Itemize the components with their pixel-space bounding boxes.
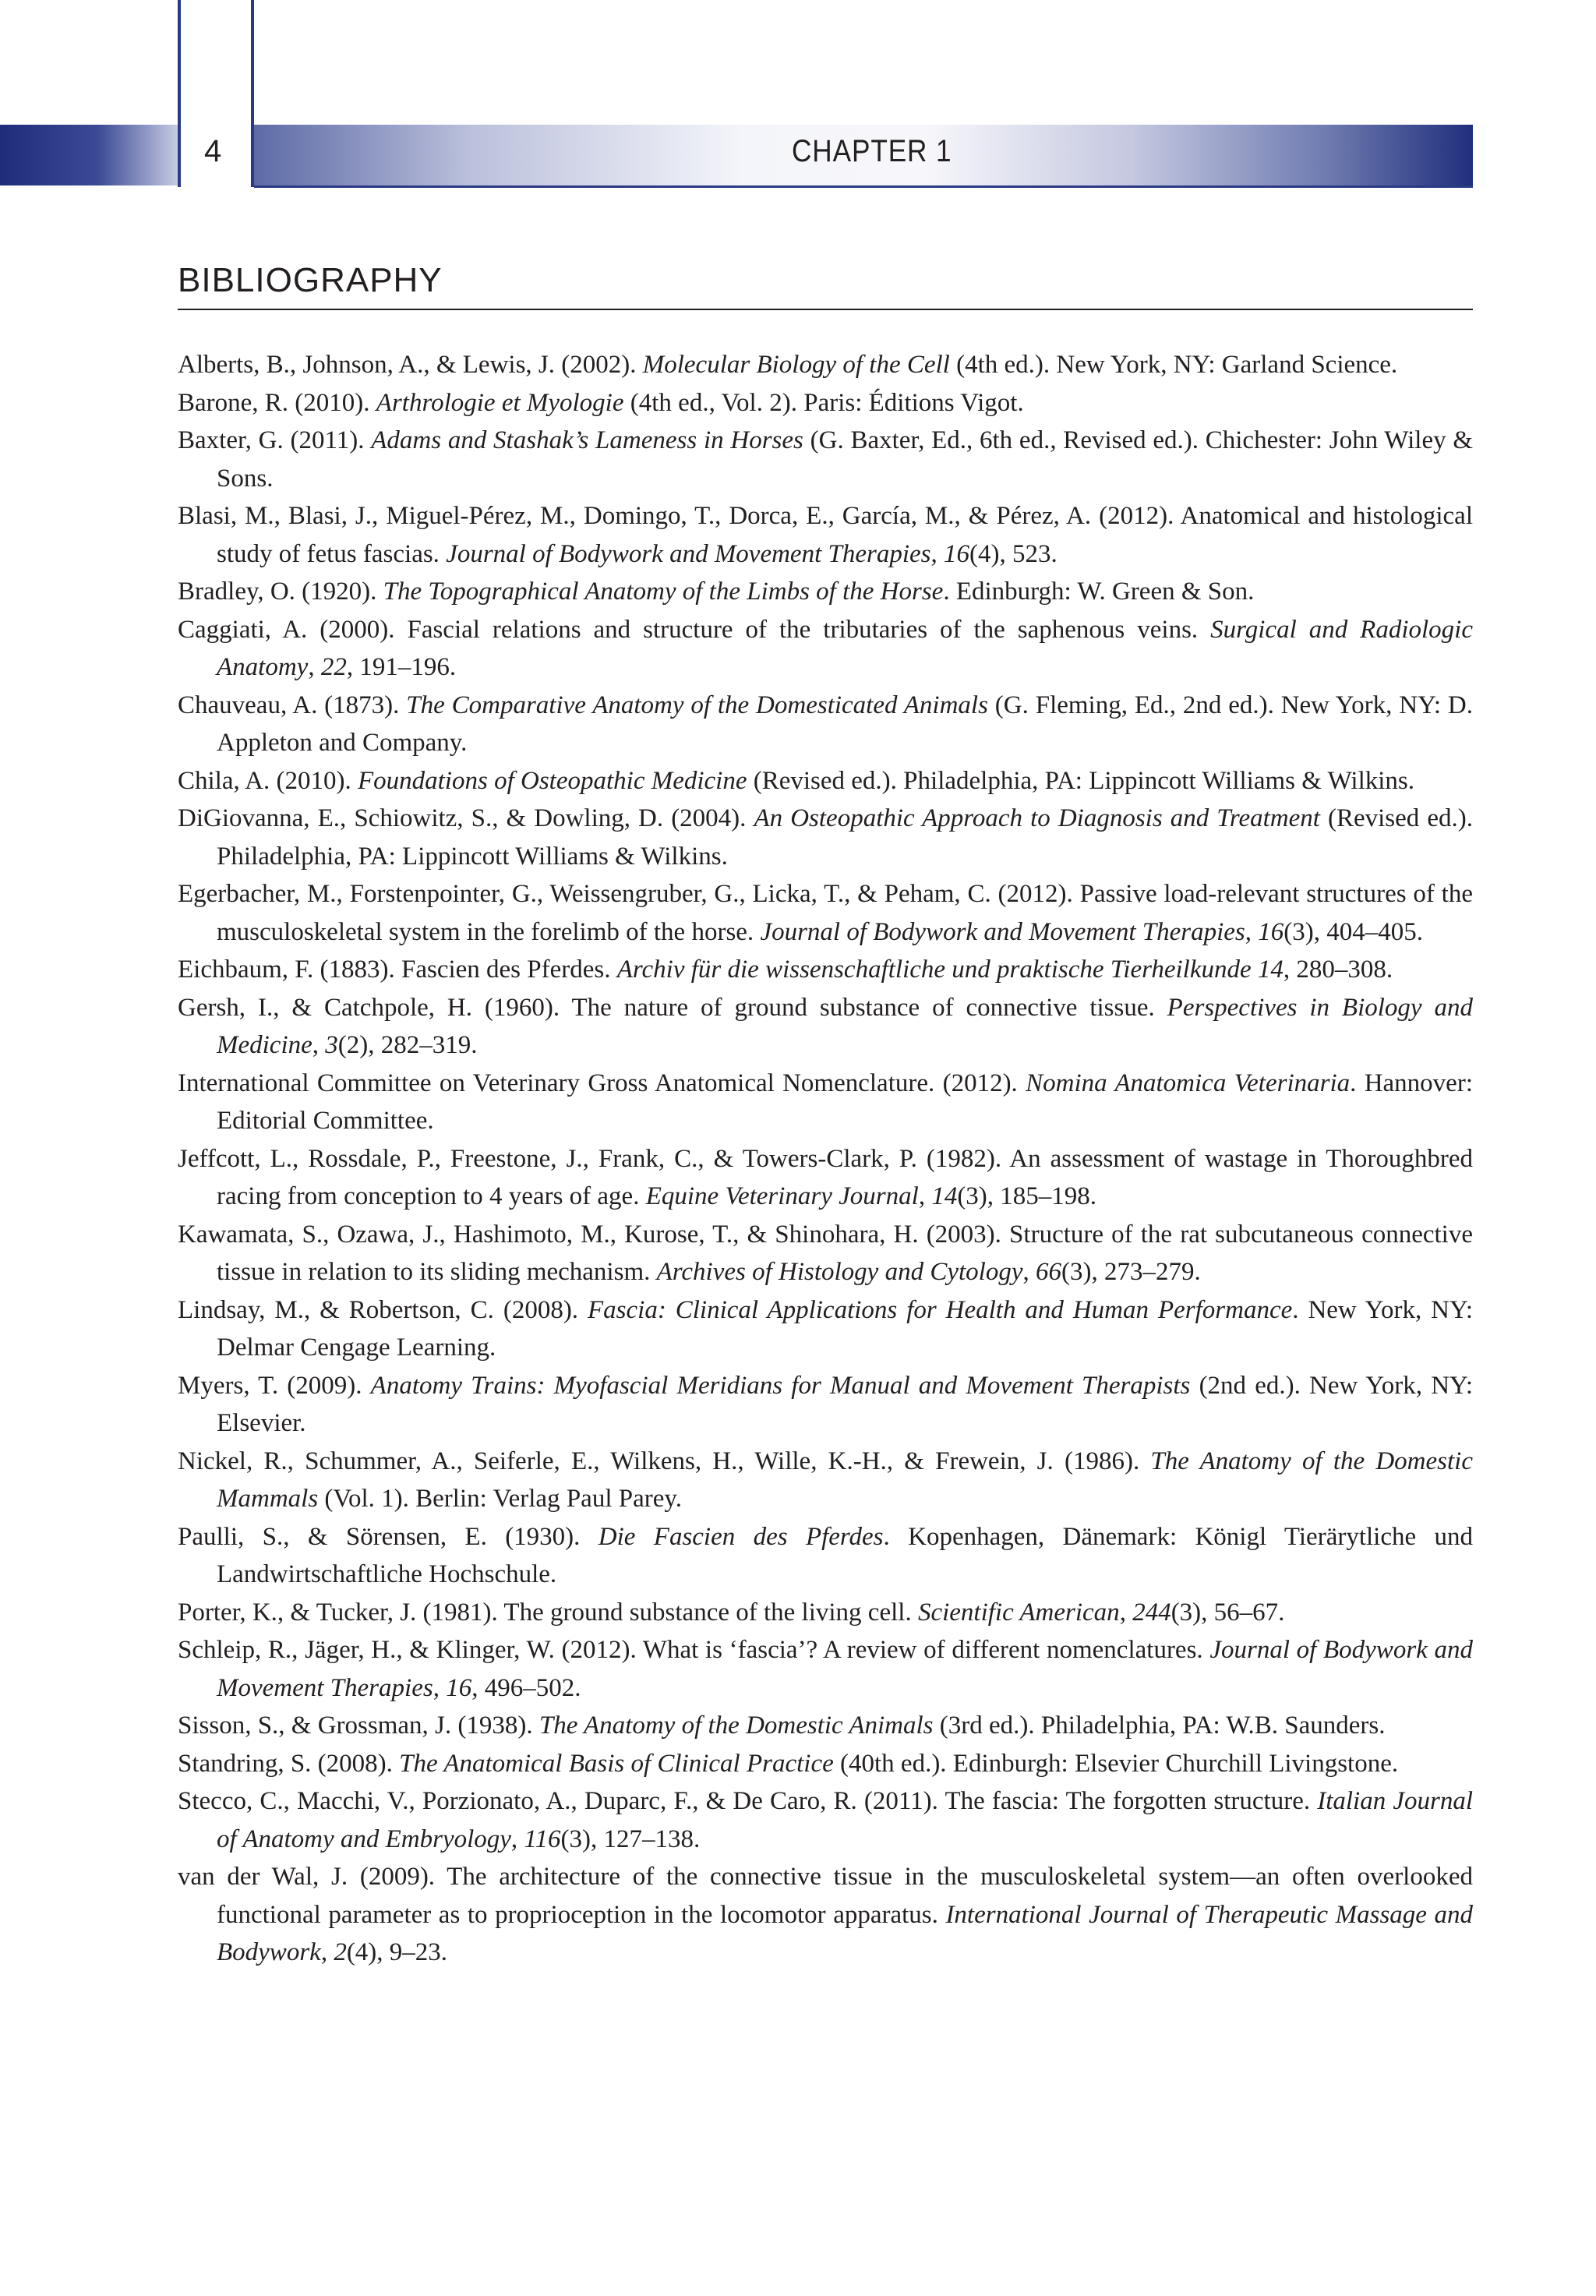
reference-text-segment: Sisson, S., & Grossman, J. (1938). bbox=[178, 1711, 539, 1740]
header-band-left bbox=[0, 125, 178, 185]
reference-italic-segment: 14 bbox=[931, 1182, 958, 1210]
reference-text-segment: DiGiovanna, E., Schiowitz, S., & Dowling, D. (2004). bbox=[178, 804, 754, 832]
reference-entry bbox=[178, 1518, 1473, 1594]
reference-text-segment: Lindsay, M., & Robertson, C. (2008). bbox=[178, 1295, 588, 1324]
reference-text-segment: (2), 282–319. bbox=[337, 1031, 478, 1059]
reference-text-segment: , bbox=[312, 1031, 326, 1059]
reference-text-segment: (4), 9–23. bbox=[346, 1938, 448, 1966]
reference-italic-segment: Fascia: Clinical Applications for Health and Human Performance bbox=[588, 1295, 1293, 1324]
reference-text-segment: Egerbacher, M., Forstenpointer, G., Weissengruber, G., Licka, T., & Peham, C. (2012). Passive load-relevant structures of the musculoskeletal system in the forelimb of the horse. bbox=[178, 880, 1473, 946]
reference-italic-segment: Die Fascien des Pferdes bbox=[598, 1522, 884, 1551]
reference-text-segment: (3), 273–279. bbox=[1061, 1258, 1201, 1286]
reference-italic-segment: Archives of Histology and Cytology bbox=[656, 1258, 1023, 1286]
reference-text-segment: (G. Baxter, Ed., 6th ed., Revised ed.). Chichester: John Wiley & Sons. bbox=[217, 426, 1474, 493]
reference-text-segment: (G. Fleming, Ed., 2nd ed.). New York, NY: D. Appleton and Company. bbox=[217, 691, 1473, 757]
reference-text-segment: (4th ed.). New York, NY: Garland Science. bbox=[949, 351, 1398, 379]
reference-text-segment: , bbox=[1119, 1598, 1133, 1627]
reference-text-segment: , bbox=[1245, 917, 1259, 946]
reference-italic-segment: 22 bbox=[320, 653, 347, 681]
reference-italic-segment: Adams and Stashak’s Lameness in Horses bbox=[371, 426, 803, 454]
reference-entry bbox=[178, 1065, 1473, 1140]
reference-italic-segment: The Comparative Anatomy of the Domesticated Animals bbox=[406, 691, 988, 719]
reference-text-segment: Alberts, B., Johnson, A., & Lewis, J. (2002). bbox=[178, 351, 643, 379]
reference-text-segment: (Vol. 1). Berlin: Verlag Paul Parey. bbox=[318, 1485, 682, 1513]
reference-entry bbox=[178, 611, 1473, 687]
reference-text-segment: (3), 56–67. bbox=[1171, 1598, 1285, 1627]
reference-entry bbox=[178, 1707, 1473, 1745]
reference-italic-segment: Perspectives in Biology and Medicine bbox=[217, 993, 1473, 1059]
reference-entry bbox=[178, 1367, 1473, 1443]
reference-entry bbox=[178, 1140, 1473, 1216]
reference-text-segment: . Kopenhagen, Dänemark: Königl Tierärytliche und Landwirtschaftliche Hochschule. bbox=[217, 1522, 1473, 1588]
reference-text-segment: Myers, T. (2009). bbox=[178, 1371, 371, 1400]
reference-italic-segment: 3 bbox=[325, 1031, 338, 1059]
reference-text-segment: Porter, K., & Tucker, J. (1981). The ground substance of the living cell. bbox=[178, 1598, 918, 1627]
reference-italic-segment: Molecular Biology of the Cell bbox=[642, 351, 950, 379]
reference-text-segment: (40th ed.). Edinburgh: Elsevier Churchill Livingstone. bbox=[833, 1749, 1399, 1778]
reference-entry bbox=[178, 1443, 1473, 1518]
reference-entry bbox=[178, 384, 1473, 422]
reference-text-segment: , bbox=[433, 1673, 447, 1702]
reference-text-segment: Kawamata, S., Ozawa, J., Hashimoto, M., Kurose, T., & Shinohara, H. (2003). Structure of the rat subcutaneous connective tissue in relation to its sliding mechanism. bbox=[178, 1220, 1473, 1286]
reference-italic-segment: Nomina Anatomica Veterinaria bbox=[1026, 1069, 1351, 1097]
reference-entry bbox=[178, 762, 1473, 800]
reference-text-segment: , bbox=[320, 1938, 334, 1966]
reference-italic-segment: Equine Veterinary Journal bbox=[645, 1182, 919, 1210]
reference-italic-segment: The Anatomy of the Domestic Animals bbox=[538, 1711, 934, 1740]
reference-italic-segment: 66 bbox=[1035, 1258, 1061, 1286]
reference-text-segment: . New York, NY: Delmar Cengage Learning. bbox=[217, 1295, 1473, 1362]
reference-entry bbox=[178, 875, 1473, 951]
reference-text-segment: Barone, R. (2010). bbox=[178, 388, 376, 417]
reference-italic-segment: 244 bbox=[1132, 1598, 1171, 1627]
reference-entry bbox=[178, 1782, 1473, 1858]
header-underline bbox=[254, 185, 1473, 188]
reference-text-segment: . Hannover: Editorial Committee. bbox=[217, 1069, 1473, 1135]
reference-entry bbox=[178, 1216, 1473, 1291]
page-number: 4 bbox=[204, 134, 222, 168]
reference-entry bbox=[178, 1631, 1473, 1707]
reference-text-segment: , bbox=[1022, 1258, 1036, 1286]
reference-italic-segment: 16 bbox=[944, 539, 969, 568]
reference-italic-segment: Journal of Bodywork and Movement Therapies bbox=[217, 1636, 1473, 1702]
reference-text-segment: Nickel, R., Schummer, A., Seiferle, E., Wilkens, H., Wille, K.-H., & Frewein, J. (1986). bbox=[178, 1446, 1151, 1475]
reference-italic-segment: Journal of Bodywork and Movement Therapies bbox=[760, 917, 1245, 946]
reference-text-segment: , bbox=[510, 1824, 524, 1853]
reference-italic-segment: Arthrologie et Myologie bbox=[376, 388, 624, 417]
reference-italic-segment: An Osteopathic Approach to Diagnosis and Treatment bbox=[754, 804, 1320, 832]
reference-text-segment: , bbox=[918, 1182, 932, 1210]
reference-text-segment: (Revised ed.). Philadelphia, PA: Lippincott Williams & Wilkins. bbox=[747, 766, 1415, 795]
reference-entry bbox=[178, 687, 1473, 762]
reference-italic-segment: Surgical and Radiologic Anatomy bbox=[217, 615, 1473, 681]
reference-text-segment: Standring, S. (2008). bbox=[178, 1749, 400, 1778]
section-title-rule bbox=[178, 309, 1473, 310]
reference-text-segment: (3), 127–138. bbox=[560, 1824, 701, 1853]
reference-text-segment: , 496–502. bbox=[471, 1673, 581, 1702]
reference-italic-segment: The Topographical Anatomy of the Limbs of the Horse bbox=[383, 578, 944, 606]
reference-italic-segment: The Anatomy of the Domestic Mammals bbox=[217, 1446, 1473, 1513]
reference-text-segment: Eichbaum, F. (1883). Fascien des Pferdes. bbox=[178, 955, 617, 984]
reference-text-segment: Paulli, S., & Sörensen, E. (1930). bbox=[178, 1522, 598, 1551]
reference-text-segment: , 280–308. bbox=[1283, 955, 1393, 984]
reference-italic-segment: 2 bbox=[334, 1938, 347, 1966]
reference-entry bbox=[178, 1291, 1473, 1367]
reference-entry bbox=[178, 573, 1473, 611]
reference-entry bbox=[178, 1745, 1473, 1783]
reference-entry bbox=[178, 989, 1473, 1065]
reference-italic-segment: 16 bbox=[446, 1673, 472, 1702]
reference-text-segment: (3rd ed.). Philadelphia, PA: W.B. Saunders. bbox=[933, 1711, 1386, 1740]
reference-text-segment: Gersh, I., & Catchpole, H. (1960). The nature of ground substance of connective tissue. bbox=[178, 993, 1167, 1022]
reference-text-segment: (4th ed., Vol. 2). Paris: Éditions Vigot. bbox=[623, 388, 1024, 417]
reference-text-segment: van der Wal, J. (2009). The architecture of the connective tissue in the musculoskeletal system—an often overlooked functional parameter as to proprioception in the locomotor apparatus. bbox=[178, 1863, 1473, 1929]
reference-entry bbox=[178, 497, 1473, 573]
reference-text-segment: Chauveau, A. (1873). bbox=[178, 691, 407, 719]
reference-text-segment: Schleip, R., Jäger, H., & Klinger, W. (2012). What is ‘fascia’? A review of different nomenclatures. bbox=[178, 1636, 1210, 1664]
reference-text-segment: Blasi, M., Blasi, J., Miguel-Pérez, M., Domingo, T., Dorca, E., García, M., & Pérez, A. (2012). Anatomical and histological study of fetus fascias. bbox=[178, 502, 1473, 568]
reference-entry bbox=[178, 422, 1473, 497]
reference-text-segment: Jeffcott, L., Rossdale, P., Freestone, J., Frank, C., & Towers-Clark, P. (1982). An assessment of wastage in Thoroughbred racing from conception to 4 years of age. bbox=[178, 1144, 1473, 1210]
reference-italic-segment: 16 bbox=[1258, 917, 1284, 946]
reference-text-segment: International Committee on Veterinary Gross Anatomical Nomenclature. (2012). bbox=[178, 1069, 1026, 1097]
reference-italic-segment: 116 bbox=[524, 1824, 561, 1853]
reference-entry bbox=[178, 1858, 1473, 1972]
reference-text-segment: (3), 185–198. bbox=[957, 1182, 1097, 1210]
reference-text-segment: , bbox=[930, 539, 944, 568]
reference-text-segment: Baxter, G. (2011). bbox=[178, 426, 372, 454]
reference-italic-segment: Archiv für die wissenschaftliche und praktische Tierheilkunde 14 bbox=[616, 955, 1284, 984]
section-title: BIBLIOGRAPHY bbox=[178, 261, 443, 299]
reference-text-segment: . Edinburgh: W. Green & Son. bbox=[943, 578, 1255, 606]
reference-text-segment: (4), 523. bbox=[969, 539, 1058, 568]
chapter-label: CHAPTER 1 bbox=[792, 134, 952, 168]
reference-entry bbox=[178, 800, 1473, 875]
reference-list bbox=[178, 346, 1473, 1972]
reference-text-segment: Bradley, O. (1920). bbox=[178, 578, 383, 606]
reference-text-segment: , bbox=[308, 653, 321, 681]
reference-text-segment: Chila, A. (2010). bbox=[178, 766, 358, 795]
reference-entry bbox=[178, 951, 1473, 989]
reference-italic-segment: Anatomy Trains: Myofascial Meridians for Manual and Movement Therapists bbox=[370, 1371, 1191, 1400]
reference-italic-segment: Journal of Bodywork and Movement Therapies bbox=[446, 539, 931, 568]
reference-italic-segment: Scientific American bbox=[917, 1598, 1120, 1627]
reference-entry bbox=[178, 1594, 1473, 1632]
reference-entry bbox=[178, 346, 1473, 384]
reference-italic-segment: Foundations of Osteopathic Medicine bbox=[357, 766, 747, 795]
reference-text-segment: (Revised ed.). Philadelphia, PA: Lippincott Williams & Wilkins. bbox=[217, 804, 1473, 871]
reference-text-segment: (3), 404–405. bbox=[1284, 917, 1423, 946]
reference-text-segment: Stecco, C., Macchi, V., Porzionato, A., Duparc, F., & De Caro, R. (2011). The fascia: The forgotten structure. bbox=[178, 1787, 1318, 1815]
reference-text-segment: Caggiati, A. (2000). Fascial relations and structure of the tributaries of the saphenous veins. bbox=[178, 615, 1211, 644]
reference-italic-segment: International Journal of Therapeutic Massage and Bodywork bbox=[217, 1900, 1473, 1966]
reference-italic-segment: Italian Journal of Anatomy and Embryology bbox=[217, 1787, 1474, 1853]
reference-italic-segment: The Anatomical Basis of Clinical Practice bbox=[399, 1749, 834, 1778]
reference-text-segment: , 191–196. bbox=[346, 653, 457, 681]
reference-text-segment: (2nd ed.). New York, NY: Elsevier. bbox=[217, 1371, 1474, 1437]
